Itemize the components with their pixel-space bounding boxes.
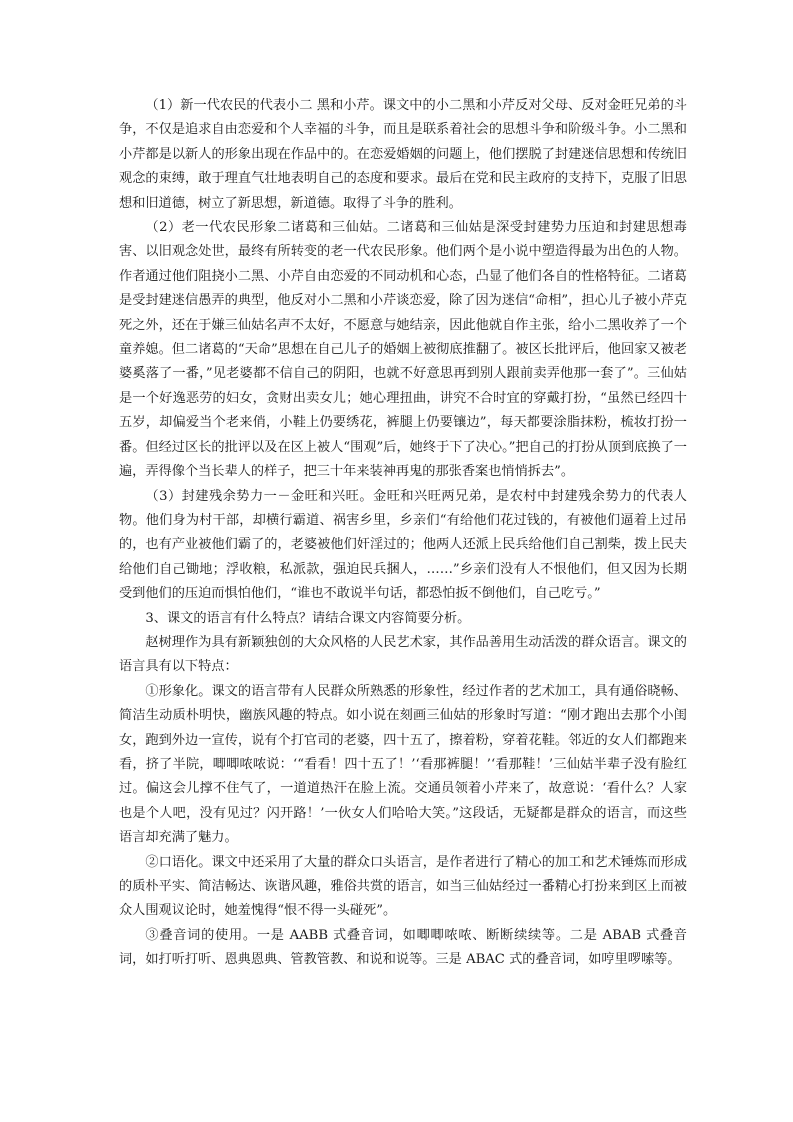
paragraph-imagery: ①形象化。课文的语言带有人民群众所熟悉的形象性，经过作者的艺术加工，具有通俗晓畅、简洁生动质朴明快，幽族风趣的特点。如小说在刻画三仙姑的形象时写道：“刚才跑出去那个小闺女，跑到外边一宣传，说有个打官司的老婆，四十五了，擦着粉，穿着花鞋。邻近的女人们都跑来看，挤了半院，唧唧哝哝说：‘“看看！四十五了！’‘看那裤腿！’‘看那鞋！’三仙姑半辈子没有脸红过。偏这会儿撑不住气了，一道道热汗在脸上流。交通员领着小芹来了，故意说：‘看什么？人家也是个人吧，没有见过？闪开路！’一伙女人们哈哈大笑。”这段话，无疑都是群众的语言，而这些语言却充满了魅力。	[119, 683, 687, 846]
paragraph-old-generation: （2）老一代农民形象二诸葛和三仙姑。二诸葛和三仙姑是深受封建势力压迫和封建思想毒害、以旧观念处世，最终有所转变的老一代农民形象。他们两个是小说中塑造得最为出色的人物。作者通过他们阻挠小二黑、小芹自由恋爱的不同动机和心态，凸显了他们各自的性格特征。二诸葛是受封建迷信愚弄的典型，他反对小二黑和小芹谈恋爱，除了因为迷信“命相”，担心儿子被小芹克死之外，还在于嫌三仙姑名声不太好，不愿意与她结亲，因此他就自作主张，给小二黑收养了一个童养媳。但二诸葛的“天命”思想在自己儿子的婚姻上被彻底推翻了。被区长批评后，他回家又被老婆奚落了一番，”见老婆都不信自己的阴阳，也就不好意思再到别人跟前卖弄他那一套了”。三仙姑是一个好逸恶劳的妇女，贪财出卖女儿；她心理扭曲，讲究不合时宜的穿戴打扮，“虽然已经四十五岁，却偏爱当个老来俏，小鞋上仍要绣花，裤腿上仍要镶边”，每天都要涂脂抹粉，梳妆打扮一番。但经过区长的批评以及在区上被人“围观”后，她终于下了决心。”把自己的打扮从顶到底换了一遍，弄得像个当长辈人的样子，把三十年来装神再鬼的那张香案也悄悄拆去”。	[119, 220, 687, 480]
question-heading: 3、课文的语言有什么特点？请结合课文内容简要分析。	[145, 610, 471, 626]
paragraph-feudal-remnants: （3）封建残余势力一－金旺和兴旺。金旺和兴旺两兄弟，是农村中封建残余势力的代表人物。他们身为村干部，却横行霸道、祸害乡里，乡亲们“有给他们花过钱的，有被他们逼着上过吊的，也有产业被他们霸了的，老婆被他们奸淫过的；他两人还派上民兵给他们自己割柴，拨上民夫给他们自己锄地；浮收粮，私派款，强迫民兵捆人，……”乡亲们没有人不恨他们，但又因为长期受到他们的压迫而惧怕他们，“谁也不敢说半句话，都恐怕扳不倒他们，自己吃亏。”	[119, 488, 687, 602]
document-body	[119, 94, 687, 973]
paragraph-new-generation: （1）新一代农民的代表小二 黑和小芹。课文中的小二黑和小芹反对父母、反对金旺兄弟的斗争，不仅是追求自由恋爱和个人幸福的斗争，而且是联系着社会的思想斗争和阶级斗争。小二黑和小芹都是以新人的形象出现在作品中的。在恋爱婚姻的问题上，他们摆脱了封建迷信思想和传统旧观念的束缚，敢于理直气壮地表明自己的态度和要求。最后在党和民主政府的支持下，克服了旧思想和旧道德，树立了新思想，新道德。取得了斗争的胜利。	[119, 98, 687, 211]
paragraph-colloquial: ②口语化。课文中还采用了大量的群众口头语言，是作者进行了精心的加工和艺术锤炼而形成的质朴平实、简洁畅达、诙谐风趣，雅俗共赏的语言，如当三仙姑经过一番精心打扮来到区上而被众人围观议论时，她羞愧得“恨不得一头碰死”。	[119, 854, 687, 919]
paragraph-language-intro: 赵树理作为具有新颖独创的大众风格的人民艺术家，其作品善用生动活泼的群众语言。课文的语言具有以下特点：	[119, 634, 687, 675]
paragraph-reduplication: ③叠音词的使用。一是 AABB 式叠音词，如唧唧哝哝、断断续续等。二是 ABAB 式叠音词，如打听打听、恩典恩典、管教管教、和说和说等。三是 ABAC 式的叠音词，如哼里啰嗦等。	[119, 927, 687, 968]
